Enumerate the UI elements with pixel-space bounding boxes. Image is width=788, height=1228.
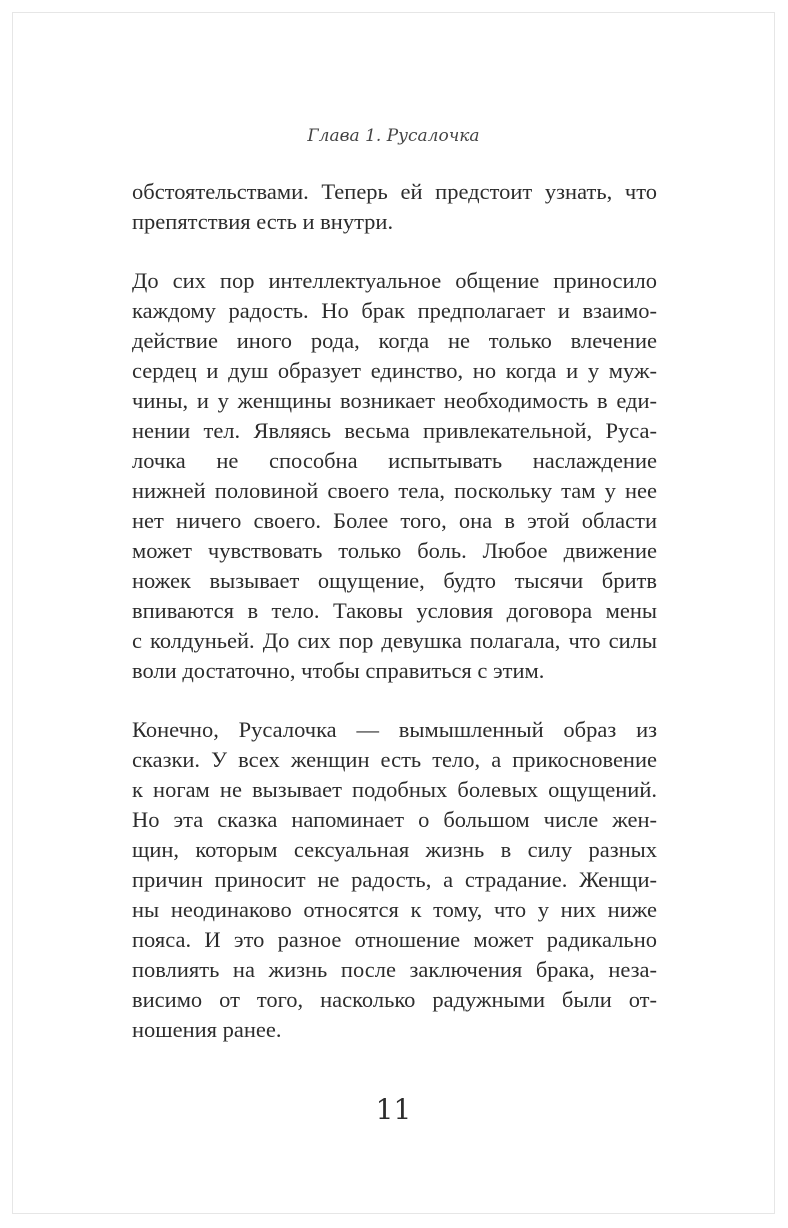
book-page xyxy=(12,12,775,1214)
text-line: препятствия есть и внутри. xyxy=(132,209,394,234)
text-line: с колдуньей. До сих пор девушка полагала, что силы xyxy=(132,628,657,653)
paragraph xyxy=(132,715,657,1045)
text-line: ношения ранее. xyxy=(132,1017,282,1042)
text-line: причин приносит не радость, а страдание. Женщи- xyxy=(132,867,657,892)
paragraph xyxy=(132,266,657,686)
text-line: пояса. И это разное отношение может радикально xyxy=(132,927,657,952)
paragraph xyxy=(132,177,657,237)
text-line: Конечно, Русалочка — вымышленный образ из xyxy=(132,717,657,742)
text-line: сказки. У всех женщин есть тело, а прикосновение xyxy=(132,747,657,772)
text-line: сердец и душ образует единство, но когда и у муж- xyxy=(132,358,657,383)
text-line: лочка не способна испытывать наслаждение xyxy=(132,448,657,473)
text-line: к ногам не вызывает подобных болевых ощущений. xyxy=(132,777,657,802)
text-line: воли достаточно, чтобы справиться с этим. xyxy=(132,658,545,683)
text-line: может чувствовать только боль. Любое движение xyxy=(132,538,657,563)
text-line: чины, и у женщины возникает необходимость в еди- xyxy=(132,388,657,413)
text-line: действие иного рода, когда не только влечение xyxy=(132,328,657,353)
text-line: нении тел. Являясь весьма привлекательной, Руса- xyxy=(132,418,657,443)
text-line: Но эта сказка напоминает о большом числе жен- xyxy=(132,807,657,832)
text-line: нижней половиной своего тела, поскольку там у нее xyxy=(132,478,657,503)
text-line: висимо от того, насколько радужными были от- xyxy=(132,987,657,1012)
text-line: щин, которым сексуальная жизнь в силу разных xyxy=(132,837,657,862)
text-line: ны неодинаково относятся к тому, что у них ниже xyxy=(132,897,657,922)
text-line: ножек вызывает ощущение, будто тысячи бритв xyxy=(132,568,657,593)
text-line: впиваются в тело. Таковы условия договора мены xyxy=(132,598,657,623)
text-line: каждому радость. Но брак предполагает и взаимо- xyxy=(132,298,657,323)
text-line: До сих пор интеллектуальное общение приносило xyxy=(132,268,657,293)
body-text xyxy=(132,177,657,1074)
running-head: Глава 1. Русалочка xyxy=(307,126,480,146)
text-line: обстоятельствами. Теперь ей предстоит узнать, что xyxy=(132,179,657,204)
page-number: 11 xyxy=(375,1093,412,1126)
text-line: нет ничего своего. Более того, она в этой области xyxy=(132,508,657,533)
text-line: повлиять на жизнь после заключения брака, неза- xyxy=(132,957,657,982)
